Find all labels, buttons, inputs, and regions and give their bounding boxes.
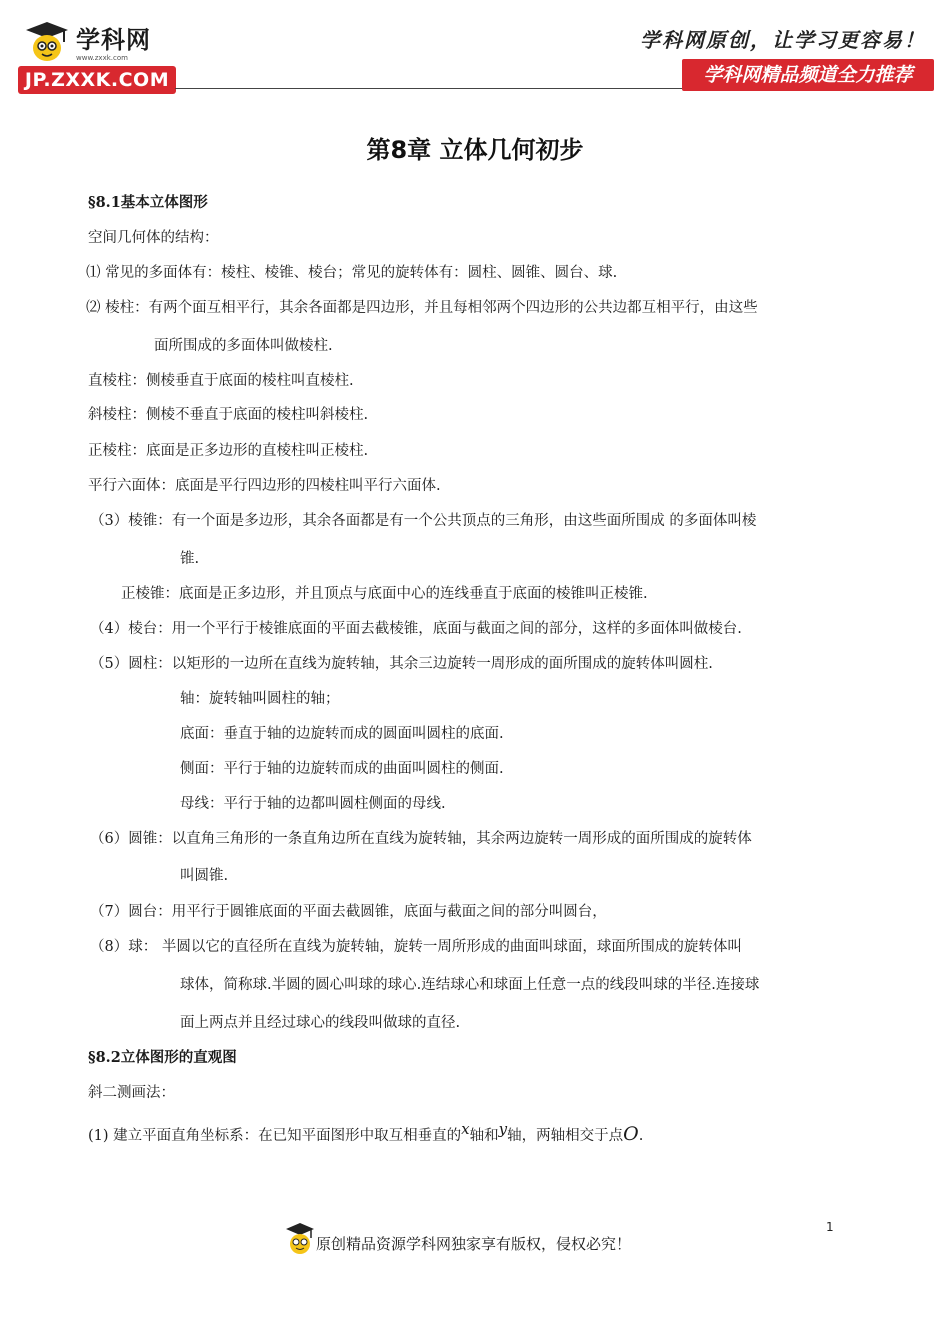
text-line: （8）球： 半圆以它的直径所在直线为旋转轴，旋转一周所形成的曲面叫球面，球面所围成的旋转体叫 <box>90 939 742 955</box>
text-line: （4）棱台：用一个平行于棱锥底面的平面去截棱锥，底面与截面之间的部分，这样的多面体叫做棱台. <box>90 621 742 637</box>
text-line: 母线：平行于轴的边都叫圆柱侧面的母线. <box>180 796 446 812</box>
text-line: （3）棱锥：有一个面是多边形，其余各面都是有一个公共顶点的三角形，由这些面所围成 的多面体叫棱 <box>90 513 757 529</box>
mascot-icon <box>22 18 72 68</box>
section-heading-8-1: §8.1基本立体图形 <box>88 194 208 211</box>
text-line: 侧面：平行于轴的边旋转而成的曲面叫圆柱的侧面. <box>180 761 504 777</box>
text-line-coordinates <box>88 1119 643 1146</box>
section-heading-8-2: §8.2立体图形的直观图 <box>88 1049 237 1066</box>
text-line: ⑴ 常见的多面体有：棱柱、棱锥、棱台；常见的旋转体有：圆柱、圆锥、圆台、球. <box>86 265 618 281</box>
math-o: O <box>623 1122 639 1145</box>
text-line: ⑵ 棱柱：有两个面互相平行，其余各面都是四边形，并且每相邻两个四边形的公共边都互相平行，由这些 <box>86 300 758 316</box>
text-line: 球体，简称球.半圆的圆心叫球的球心.连结球心和球面上任意一点的线段叫球的半径.连接球 <box>180 977 760 993</box>
chapter-title: 第8章 立体几何初步 <box>366 136 584 164</box>
text-line: 空间几何体的结构： <box>88 230 219 246</box>
text-segment: 轴和 <box>469 1127 499 1144</box>
text-line: （6）圆锥：以直角三角形的一条直角边所在直线为旋转轴，其余两边旋转一周形成的面所围成的旋转体 <box>90 831 752 847</box>
page-number: 1 <box>826 1220 834 1234</box>
text-segment: . <box>638 1127 644 1144</box>
text-line: 叫圆锥. <box>180 868 229 884</box>
site-logo[interactable] <box>18 14 188 98</box>
text-line: 锥. <box>180 551 200 567</box>
header-divider <box>175 88 682 89</box>
logo-domain: JP.ZXXK.COM <box>18 66 176 94</box>
text-line: 面上两点并且经过球心的线段叫做球的直径. <box>180 1015 461 1031</box>
footer-mascot-icon <box>284 1220 316 1262</box>
text-line: 斜二测画法： <box>88 1085 175 1101</box>
footer-copyright: 原创精品资源学科网独家享有版权，侵权必究！ <box>316 1235 632 1253</box>
text-segment: (1) 建立平面直角坐标系：在已知平面图形中取互相垂直的 <box>88 1127 462 1144</box>
text-line: 斜棱柱：侧棱不垂直于底面的棱柱叫斜棱柱. <box>88 407 369 423</box>
header-slogan: 学科网原创，让学习更容易！ <box>640 28 926 52</box>
math-x: x <box>461 1120 470 1138</box>
math-y: y <box>498 1120 508 1138</box>
text-line: 轴：旋转轴叫圆柱的轴； <box>180 691 340 707</box>
text-line: 平行六面体：底面是平行四边形的四棱柱叫平行六面体. <box>88 478 441 494</box>
text-line: 直棱柱：侧棱垂直于底面的棱柱叫直棱柱. <box>88 373 354 389</box>
logo-name: 学科网 <box>76 26 151 54</box>
recommend-banner[interactable]: 学科网精品频道全力推荐 <box>682 59 934 91</box>
text-segment: 轴，两轴相交于点 <box>507 1127 624 1144</box>
text-line: （7）圆台：用平行于圆锥底面的平面去截圆锥，底面与截面之间的部分叫圆台， <box>90 904 607 920</box>
text-line: （5）圆柱：以矩形的一边所在直线为旋转轴，其余三边旋转一周形成的面所围成的旋转体叫圆柱. <box>90 656 713 672</box>
text-line: 面所围成的多面体叫做棱柱. <box>154 338 333 354</box>
text-line: 正棱锥：底面是正多边形，并且顶点与底面中心的连线垂直于底面的棱锥叫正棱锥. <box>121 586 648 602</box>
logo-url: www.zxxk.com <box>76 54 128 62</box>
text-line: 正棱柱：底面是正多边形的直棱柱叫正棱柱. <box>88 443 369 459</box>
text-line: 底面：垂直于轴的边旋转而成的圆面叫圆柱的底面. <box>180 726 504 742</box>
